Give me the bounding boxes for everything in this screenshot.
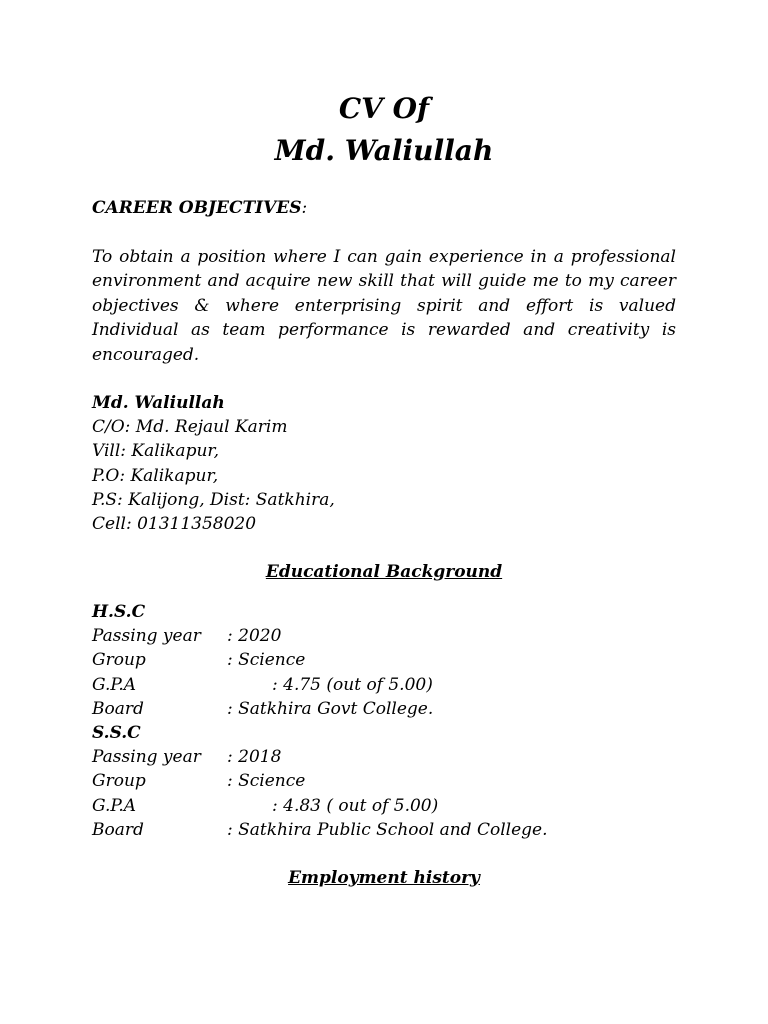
row-value: : Science [227, 650, 306, 671]
row-label: Group [92, 771, 146, 792]
career-objectives-colon: : [301, 198, 308, 218]
ssc-group-row [92, 769, 548, 793]
contact-care-of: C/O: Md. Rejaul Karim [92, 417, 288, 438]
employment-history-heading: Employment history [288, 868, 480, 888]
row-label: G.P.A [92, 795, 137, 816]
contact-cell: Cell: 01311358020 [92, 514, 257, 535]
educational-background-heading: Educational Background [265, 562, 503, 582]
row-label: Passing year [92, 747, 201, 768]
hsc-gpa-row [92, 673, 548, 697]
row-value: : Satkhira Govt College. [227, 698, 434, 719]
row-value: : 2018 [227, 747, 282, 768]
row-value: : 2020 [227, 626, 282, 647]
education-block [92, 600, 548, 842]
hsc-title: H.S.C [92, 602, 146, 622]
row-value: : 4.83 ( out of 5.00) [272, 795, 439, 816]
row-value: : Satkhira Public School and College. [227, 819, 548, 840]
row-value: : Science [227, 771, 306, 792]
row-label: Passing year [92, 626, 201, 647]
contact-name: Md. Waliullah [92, 393, 225, 413]
contact-post-office: P.O: Kalikapur, [92, 465, 219, 486]
career-objectives-text: To obtain a position where I can gain experience in a professional environment and acquire new skill that will guide me to my career objectives & where enterprising spirit and effort is valued Individual as team performance is rewarded and creativity is encouraged. [92, 247, 676, 365]
hsc-board-row [92, 697, 548, 721]
hsc-group-row [92, 648, 548, 672]
contact-block [92, 391, 335, 536]
contact-village: Vill: Kalikapur, [92, 441, 220, 462]
hsc-passing-year-row [92, 624, 548, 648]
row-label: Group [92, 650, 146, 671]
row-value: : 4.75 (out of 5.00) [272, 674, 433, 695]
row-label: Board [92, 698, 144, 719]
cv-title: CV Of [338, 92, 430, 125]
ssc-passing-year-row [92, 745, 548, 769]
row-label: Board [92, 819, 144, 840]
row-label: G.P.A [92, 674, 137, 695]
ssc-title: S.S.C [92, 723, 141, 744]
contact-police-station: P.S: Kalijong, Dist: Satkhira, [92, 489, 335, 510]
cv-name-title: Md. Waliullah [274, 134, 494, 167]
career-objectives-heading [92, 197, 307, 219]
ssc-board-row [92, 818, 548, 842]
ssc-gpa-row [92, 794, 548, 818]
career-objectives-label: CAREER OBJECTIVES [92, 198, 302, 218]
